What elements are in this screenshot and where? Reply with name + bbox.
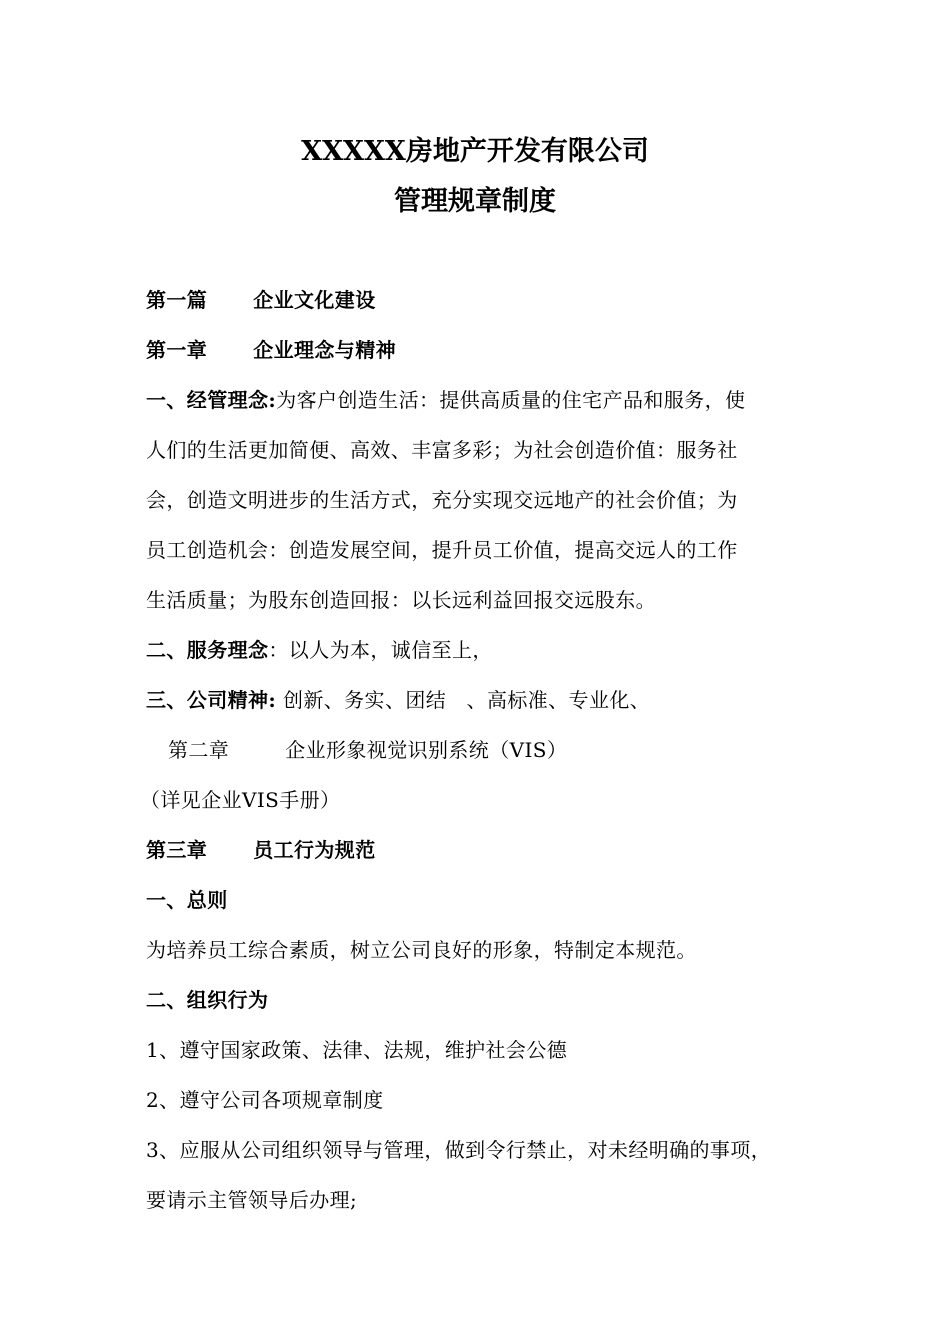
paragraph-line: 生活质量；为股东创造回报：以长远利益回报交远股东。 [146, 588, 656, 612]
paragraph-line: 会，创造文明进步的生活方式，充分实现交远地产的社会价值；为 [146, 488, 738, 512]
paragraph-line: 人们的生活更加简便、高效、丰富多彩；为社会创造价值：服务社 [146, 438, 738, 462]
chapter-name: 员工行为规范 [253, 838, 376, 862]
chapter-heading [146, 335, 396, 365]
section-heading: 二、组织行为 [146, 988, 269, 1012]
paragraph-line [146, 635, 493, 665]
part-heading [146, 285, 376, 315]
list-item: 2、遵守公司各项规章制度 [146, 1088, 384, 1112]
document-subtitle: 管理规章制度 [394, 186, 556, 217]
item-label: 二、服务理念 [146, 638, 269, 662]
note-line: （详见企业VIS手册） [140, 788, 341, 812]
list-item: 1、遵守国家政策、法律、法规，维护社会公德 [146, 1038, 568, 1062]
chapter-number: 第二章 [168, 738, 230, 762]
chapter-heading [146, 835, 376, 865]
item-text: 创新、务实、团结 、高标准、专业化、 [276, 688, 651, 712]
item-label: 三、公司精神: [146, 688, 277, 712]
item-text: 为客户创造生活：提供高质量的住宅产品和服务，使 [276, 388, 746, 412]
paragraph-line [146, 385, 745, 415]
item-text: ：以人为本，诚信至上， [268, 638, 493, 662]
chapter-heading [168, 735, 567, 765]
part-number: 第一篇 [146, 288, 208, 312]
chapter-number: 第一章 [146, 338, 208, 362]
paragraph-line [146, 685, 650, 715]
document-title: XXXXX房地产开发有限公司 [301, 136, 649, 167]
list-item: 3、应服从公司组织领导与管理，做到令行禁止，对未经明确的事项， [146, 1138, 772, 1162]
item-label: 一、经管理念: [146, 388, 277, 412]
section-heading: 一、总则 [146, 888, 228, 912]
list-item: 要请示主管领导后办理; [146, 1188, 358, 1212]
chapter-name: 企业形象视觉识别系统（VIS） [285, 738, 568, 762]
chapter-number: 第三章 [146, 838, 208, 862]
paragraph-line: 员工创造机会：创造发展空间，提升员工价值，提高交远人的工作 [146, 538, 738, 562]
part-name: 企业文化建设 [253, 288, 376, 312]
chapter-name: 企业理念与精神 [253, 338, 397, 362]
paragraph-line: 为培养员工综合素质，树立公司良好的形象，特制定本规范。 [146, 938, 697, 962]
